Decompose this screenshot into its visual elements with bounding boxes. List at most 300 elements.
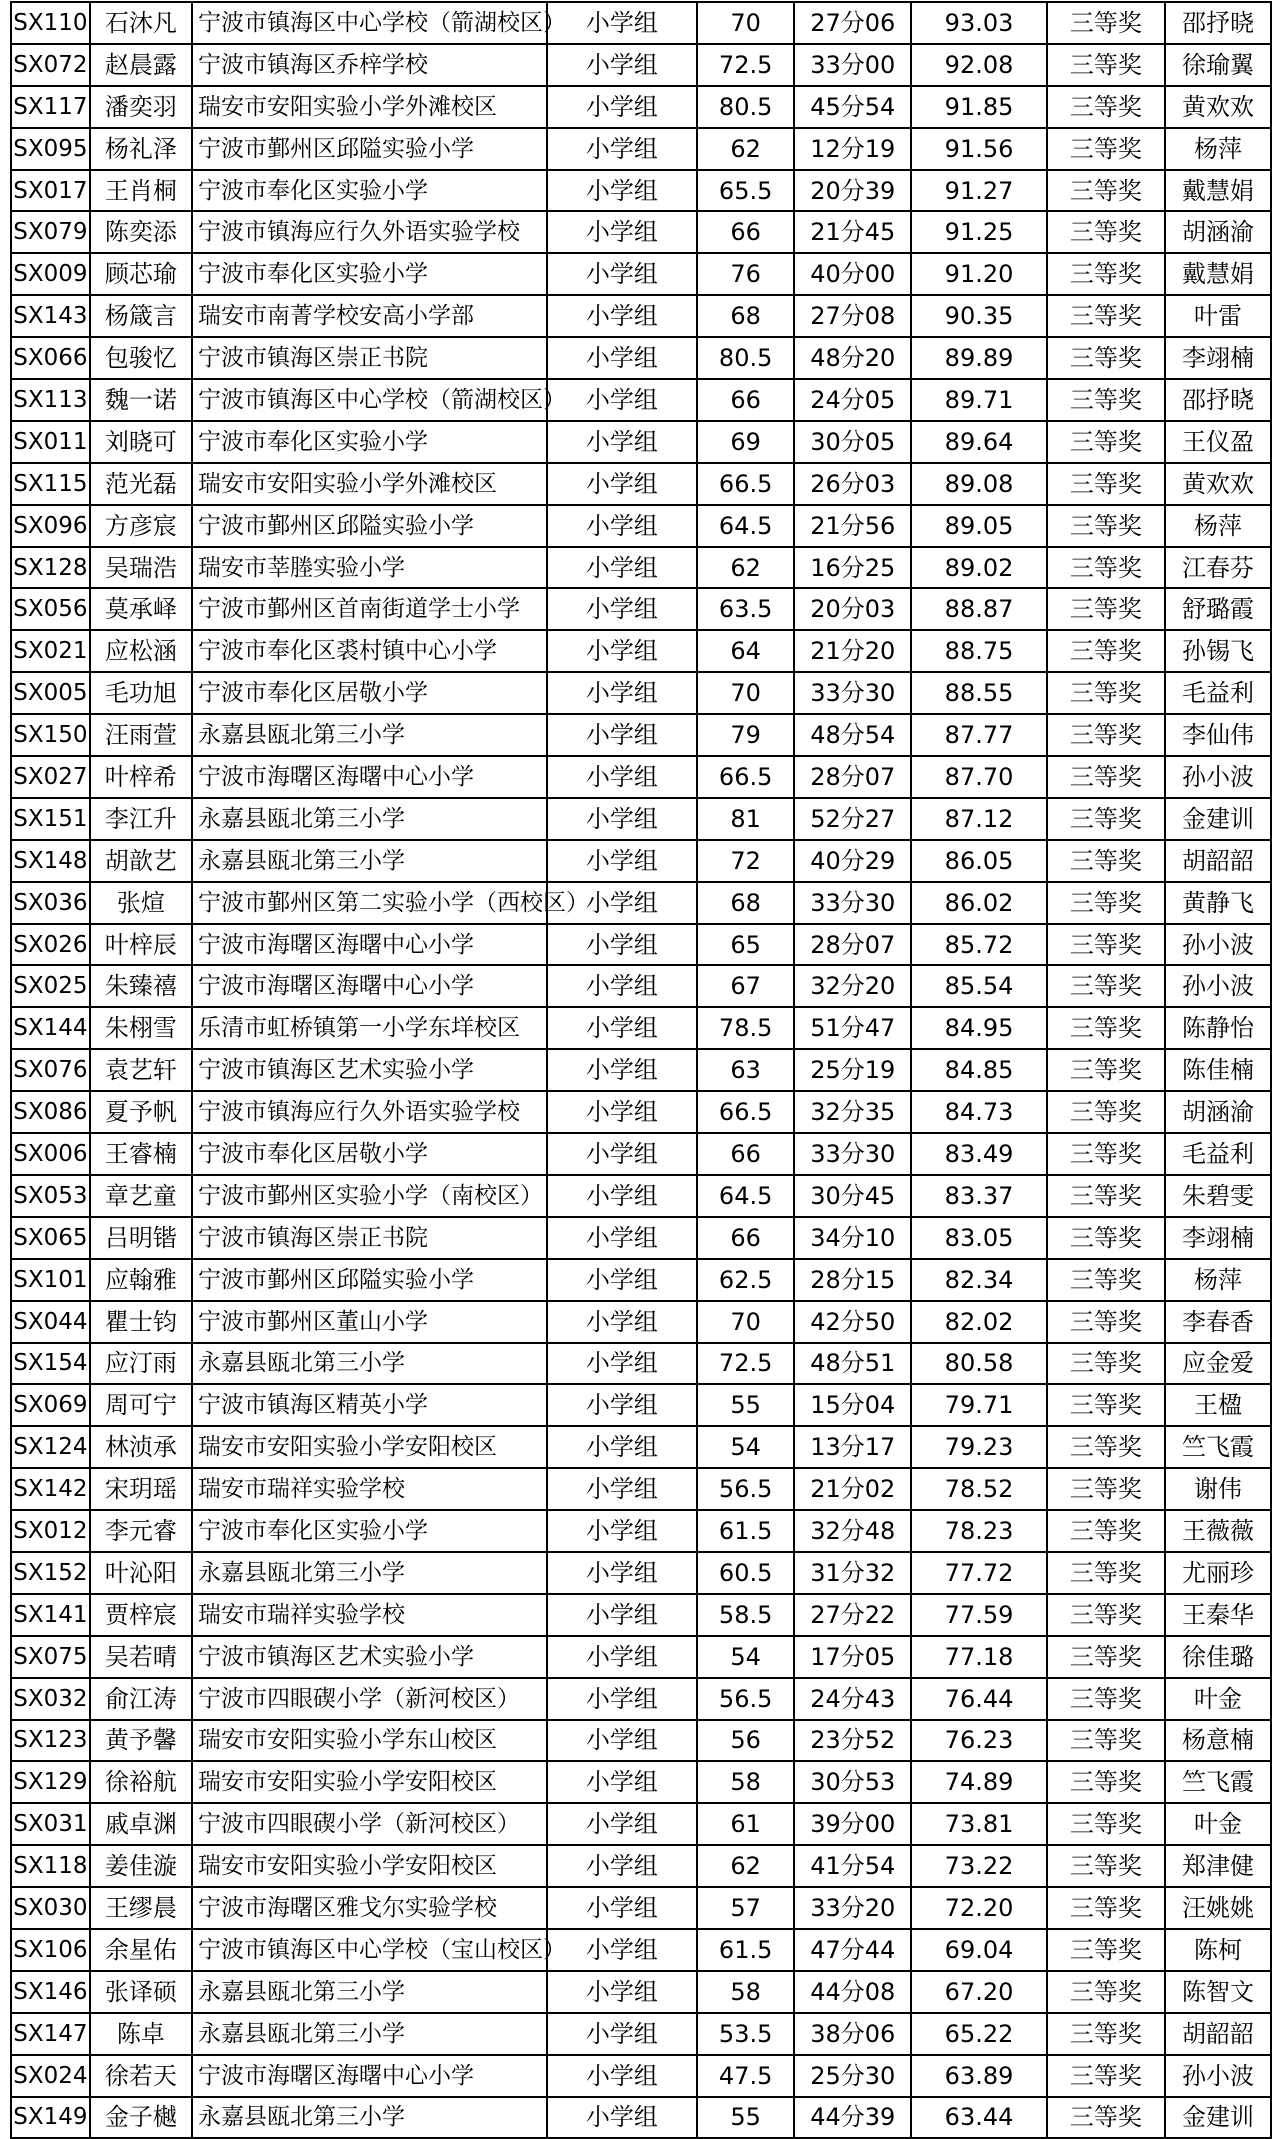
final-score-cell: 69.04	[911, 1929, 1046, 1971]
score-cell: 72.5	[697, 44, 794, 86]
award-cell: 三等奖	[1047, 463, 1165, 505]
school-name-cell: 宁波市镇海区艺术实验小学	[192, 1049, 547, 1091]
table-row	[11, 1594, 1271, 1636]
score-cell: 60.5	[697, 1552, 794, 1594]
time-cell: 48分51	[794, 1343, 911, 1385]
group-cell: 小学组	[547, 1720, 697, 1762]
score-cell: 55	[697, 2097, 794, 2139]
award-cell: 三等奖	[1047, 1091, 1165, 1133]
award-cell: 三等奖	[1047, 2, 1165, 44]
score-cell: 62	[697, 547, 794, 589]
score-cell: 66.5	[697, 756, 794, 798]
entry-id-cell: SX011	[11, 421, 90, 463]
table-row	[11, 1971, 1271, 2013]
school-name-cell: 瑞安市安阳实验小学外滩校区	[192, 86, 547, 128]
group-cell: 小学组	[547, 1594, 697, 1636]
table-row	[11, 1510, 1271, 1552]
student-name-cell: 章艺童	[90, 1175, 192, 1217]
entry-id-cell: SX056	[11, 588, 90, 630]
table-row	[11, 1301, 1271, 1343]
final-score-cell: 91.20	[911, 253, 1046, 295]
student-name-cell: 毛功旭	[90, 672, 192, 714]
student-name-cell: 余星佑	[90, 1929, 192, 1971]
student-name-cell: 吴若晴	[90, 1636, 192, 1678]
time-cell: 33分20	[794, 1887, 911, 1929]
score-cell: 70	[697, 2, 794, 44]
school-name-cell: 宁波市镇海区中心学校（箭湖校区）	[192, 2, 547, 44]
table-row	[11, 170, 1271, 212]
teacher-name-cell: 胡涵渝	[1165, 211, 1271, 253]
award-cell: 三等奖	[1047, 253, 1165, 295]
student-name-cell: 周可宁	[90, 1384, 192, 1426]
final-score-cell: 87.12	[911, 798, 1046, 840]
entry-id-cell: SX017	[11, 170, 90, 212]
time-cell: 40分29	[794, 840, 911, 882]
table-row	[11, 1720, 1271, 1762]
final-score-cell: 89.08	[911, 463, 1046, 505]
group-cell: 小学组	[547, 211, 697, 253]
table-row	[11, 1175, 1271, 1217]
time-cell: 21分02	[794, 1468, 911, 1510]
teacher-name-cell: 毛益利	[1165, 1133, 1271, 1175]
school-name-cell: 宁波市镇海区艺术实验小学	[192, 1636, 547, 1678]
group-cell: 小学组	[547, 588, 697, 630]
award-cell: 三等奖	[1047, 924, 1165, 966]
award-cell: 三等奖	[1047, 1510, 1165, 1552]
table-row	[11, 1259, 1271, 1301]
final-score-cell: 67.20	[911, 1971, 1046, 2013]
group-cell: 小学组	[547, 1761, 697, 1803]
teacher-name-cell: 胡韶韶	[1165, 2013, 1271, 2055]
teacher-name-cell: 王秦华	[1165, 1594, 1271, 1636]
school-name-cell: 宁波市奉化区居敬小学	[192, 1133, 547, 1175]
final-score-cell: 86.05	[911, 840, 1046, 882]
teacher-name-cell: 金建训	[1165, 2097, 1271, 2139]
entry-id-cell: SX101	[11, 1259, 90, 1301]
time-cell: 33分30	[794, 882, 911, 924]
table-row	[11, 924, 1271, 966]
teacher-name-cell: 黄欢欢	[1165, 463, 1271, 505]
student-name-cell: 朱栩雪	[90, 1007, 192, 1049]
score-cell: 55	[697, 1384, 794, 1426]
student-name-cell: 杨箴言	[90, 295, 192, 337]
student-name-cell: 王肖桐	[90, 170, 192, 212]
group-cell: 小学组	[547, 1845, 697, 1887]
teacher-name-cell: 郑津健	[1165, 1845, 1271, 1887]
entry-id-cell: SX030	[11, 1887, 90, 1929]
score-cell: 61.5	[697, 1510, 794, 1552]
time-cell: 13分17	[794, 1426, 911, 1468]
table-row	[11, 128, 1271, 170]
award-cell: 三等奖	[1047, 1426, 1165, 1468]
final-score-cell: 79.23	[911, 1426, 1046, 1468]
student-name-cell: 姜佳漩	[90, 1845, 192, 1887]
student-name-cell: 叶沁阳	[90, 1552, 192, 1594]
teacher-name-cell: 胡韶韶	[1165, 840, 1271, 882]
teacher-name-cell: 孙小波	[1165, 965, 1271, 1007]
score-cell: 65.5	[697, 170, 794, 212]
entry-id-cell: SX124	[11, 1426, 90, 1468]
group-cell: 小学组	[547, 672, 697, 714]
table-row	[11, 1636, 1271, 1678]
score-cell: 61.5	[697, 1929, 794, 1971]
table-row	[11, 630, 1271, 672]
table-row	[11, 547, 1271, 589]
student-name-cell: 王缪晨	[90, 1887, 192, 1929]
teacher-name-cell: 尤丽珍	[1165, 1552, 1271, 1594]
award-cell: 三等奖	[1047, 965, 1165, 1007]
award-cell: 三等奖	[1047, 1343, 1165, 1385]
school-name-cell: 宁波市奉化区实验小学	[192, 1510, 547, 1552]
entry-id-cell: SX106	[11, 1929, 90, 1971]
final-score-cell: 89.71	[911, 379, 1046, 421]
group-cell: 小学组	[547, 128, 697, 170]
final-score-cell: 76.44	[911, 1678, 1046, 1720]
school-name-cell: 宁波市海曙区海曙中心小学	[192, 756, 547, 798]
award-cell: 三等奖	[1047, 1301, 1165, 1343]
group-cell: 小学组	[547, 1007, 697, 1049]
school-name-cell: 瑞安市南菁学校安高小学部	[192, 295, 547, 337]
school-name-cell: 宁波市四眼碶小学（新河校区）	[192, 1678, 547, 1720]
score-cell: 62	[697, 128, 794, 170]
final-score-cell: 79.71	[911, 1384, 1046, 1426]
teacher-name-cell: 竺飞霞	[1165, 1426, 1271, 1468]
entry-id-cell: SX066	[11, 337, 90, 379]
teacher-name-cell: 陈柯	[1165, 1929, 1271, 1971]
student-name-cell: 俞江涛	[90, 1678, 192, 1720]
teacher-name-cell: 朱碧雯	[1165, 1175, 1271, 1217]
time-cell: 33分30	[794, 1133, 911, 1175]
final-score-cell: 89.05	[911, 505, 1046, 547]
final-score-cell: 65.22	[911, 2013, 1046, 2055]
teacher-name-cell: 徐佳璐	[1165, 1636, 1271, 1678]
group-cell: 小学组	[547, 463, 697, 505]
school-name-cell: 宁波市四眼碶小学（新河校区）	[192, 1803, 547, 1845]
teacher-name-cell: 金建训	[1165, 798, 1271, 840]
school-name-cell: 瑞安市莘塍实验小学	[192, 547, 547, 589]
student-name-cell: 黄予馨	[90, 1720, 192, 1762]
final-score-cell: 77.72	[911, 1552, 1046, 1594]
teacher-name-cell: 邵抒晓	[1165, 2, 1271, 44]
group-cell: 小学组	[547, 630, 697, 672]
score-cell: 61	[697, 1803, 794, 1845]
school-name-cell: 乐清市虹桥镇第一小学东垟校区	[192, 1007, 547, 1049]
teacher-name-cell: 黄静飞	[1165, 882, 1271, 924]
time-cell: 25分30	[794, 2055, 911, 2097]
school-name-cell: 瑞安市安阳实验小学安阳校区	[192, 1426, 547, 1468]
teacher-name-cell: 汪姚姚	[1165, 1887, 1271, 1929]
final-score-cell: 80.58	[911, 1343, 1046, 1385]
final-score-cell: 83.37	[911, 1175, 1046, 1217]
entry-id-cell: SX129	[11, 1761, 90, 1803]
time-cell: 21分45	[794, 211, 911, 253]
teacher-name-cell: 邵抒晓	[1165, 379, 1271, 421]
score-cell: 67	[697, 965, 794, 1007]
final-score-cell: 93.03	[911, 2, 1046, 44]
teacher-name-cell: 江春芬	[1165, 547, 1271, 589]
entry-id-cell: SX021	[11, 630, 90, 672]
school-name-cell: 宁波市鄞州区邱隘实验小学	[192, 505, 547, 547]
student-name-cell: 应翰雅	[90, 1259, 192, 1301]
teacher-name-cell: 李春香	[1165, 1301, 1271, 1343]
score-cell: 70	[697, 672, 794, 714]
award-cell: 三等奖	[1047, 379, 1165, 421]
school-name-cell: 宁波市鄞州区董山小学	[192, 1301, 547, 1343]
time-cell: 32分20	[794, 965, 911, 1007]
score-cell: 62	[697, 1845, 794, 1887]
final-score-cell: 73.81	[911, 1803, 1046, 1845]
entry-id-cell: SX128	[11, 547, 90, 589]
school-name-cell: 瑞安市瑞祥实验学校	[192, 1594, 547, 1636]
school-name-cell: 永嘉县瓯北第三小学	[192, 798, 547, 840]
table-row	[11, 1384, 1271, 1426]
teacher-name-cell: 应金爱	[1165, 1343, 1271, 1385]
time-cell: 34分10	[794, 1217, 911, 1259]
award-cell: 三等奖	[1047, 1175, 1165, 1217]
table-row	[11, 1678, 1271, 1720]
student-name-cell: 袁艺轩	[90, 1049, 192, 1091]
student-name-cell: 叶梓辰	[90, 924, 192, 966]
entry-id-cell: SX142	[11, 1468, 90, 1510]
award-cell: 三等奖	[1047, 1133, 1165, 1175]
school-name-cell: 宁波市镇海应行久外语实验学校	[192, 1091, 547, 1133]
table-row	[11, 1887, 1271, 1929]
student-name-cell: 李元睿	[90, 1510, 192, 1552]
teacher-name-cell: 舒璐霞	[1165, 588, 1271, 630]
score-cell: 79	[697, 714, 794, 756]
score-cell: 76	[697, 253, 794, 295]
group-cell: 小学组	[547, 756, 697, 798]
final-score-cell: 88.55	[911, 672, 1046, 714]
score-cell: 53.5	[697, 2013, 794, 2055]
time-cell: 47分44	[794, 1929, 911, 1971]
school-name-cell: 宁波市镇海应行久外语实验学校	[192, 211, 547, 253]
entry-id-cell: SX006	[11, 1133, 90, 1175]
student-name-cell: 包骏忆	[90, 337, 192, 379]
table-row	[11, 1343, 1271, 1385]
time-cell: 42分50	[794, 1301, 911, 1343]
student-name-cell: 顾芯瑜	[90, 253, 192, 295]
entry-id-cell: SX079	[11, 211, 90, 253]
table-row	[11, 1929, 1271, 1971]
time-cell: 28分07	[794, 756, 911, 798]
entry-id-cell: SX148	[11, 840, 90, 882]
final-score-cell: 89.89	[911, 337, 1046, 379]
student-name-cell: 杨礼泽	[90, 128, 192, 170]
entry-id-cell: SX031	[11, 1803, 90, 1845]
student-name-cell: 应汀雨	[90, 1343, 192, 1385]
student-name-cell: 吴瑞浩	[90, 547, 192, 589]
school-name-cell: 宁波市鄞州区邱隘实验小学	[192, 128, 547, 170]
entry-id-cell: SX123	[11, 1720, 90, 1762]
time-cell: 44分08	[794, 1971, 911, 2013]
entry-id-cell: SX025	[11, 965, 90, 1007]
table-row	[11, 588, 1271, 630]
group-cell: 小学组	[547, 86, 697, 128]
table-row	[11, 965, 1271, 1007]
score-cell: 69	[697, 421, 794, 463]
final-score-cell: 72.20	[911, 1887, 1046, 1929]
entry-id-cell: SX143	[11, 295, 90, 337]
score-cell: 78.5	[697, 1007, 794, 1049]
teacher-name-cell: 李翊楠	[1165, 337, 1271, 379]
score-cell: 80.5	[697, 86, 794, 128]
entry-id-cell: SX154	[11, 1343, 90, 1385]
score-cell: 58.5	[697, 1594, 794, 1636]
student-name-cell: 戚卓渊	[90, 1803, 192, 1845]
group-cell: 小学组	[547, 337, 697, 379]
award-cell: 三等奖	[1047, 1049, 1165, 1091]
award-cell: 三等奖	[1047, 337, 1165, 379]
group-cell: 小学组	[547, 1510, 697, 1552]
group-cell: 小学组	[547, 1217, 697, 1259]
award-cell: 三等奖	[1047, 505, 1165, 547]
score-cell: 63.5	[697, 588, 794, 630]
table-row	[11, 211, 1271, 253]
group-cell: 小学组	[547, 840, 697, 882]
school-name-cell: 永嘉县瓯北第三小学	[192, 1552, 547, 1594]
entry-id-cell: SX147	[11, 2013, 90, 2055]
group-cell: 小学组	[547, 1552, 697, 1594]
time-cell: 12分19	[794, 128, 911, 170]
school-name-cell: 宁波市海曙区海曙中心小学	[192, 2055, 547, 2097]
school-name-cell: 宁波市镇海区精英小学	[192, 1384, 547, 1426]
entry-id-cell: SX069	[11, 1384, 90, 1426]
student-name-cell: 方彦宸	[90, 505, 192, 547]
time-cell: 16分25	[794, 547, 911, 589]
final-score-cell: 92.08	[911, 44, 1046, 86]
table-row	[11, 1761, 1271, 1803]
group-cell: 小学组	[547, 547, 697, 589]
time-cell: 30分05	[794, 421, 911, 463]
teacher-name-cell: 王仪盈	[1165, 421, 1271, 463]
award-cell: 三等奖	[1047, 44, 1165, 86]
final-score-cell: 85.54	[911, 965, 1046, 1007]
score-cell: 81	[697, 798, 794, 840]
group-cell: 小学组	[547, 1049, 697, 1091]
entry-id-cell: SX117	[11, 86, 90, 128]
teacher-name-cell: 毛益利	[1165, 672, 1271, 714]
entry-id-cell: SX118	[11, 1845, 90, 1887]
teacher-name-cell: 谢伟	[1165, 1468, 1271, 1510]
score-cell: 58	[697, 1971, 794, 2013]
time-cell: 40分00	[794, 253, 911, 295]
table-row	[11, 86, 1271, 128]
final-score-cell: 86.02	[911, 882, 1046, 924]
time-cell: 41分54	[794, 1845, 911, 1887]
teacher-name-cell: 王薇薇	[1165, 1510, 1271, 1552]
final-score-cell: 73.22	[911, 1845, 1046, 1887]
final-score-cell: 87.77	[911, 714, 1046, 756]
award-cell: 三等奖	[1047, 882, 1165, 924]
school-name-cell: 宁波市镇海区崇正书院	[192, 1217, 547, 1259]
school-name-cell: 宁波市鄞州区第二实验小学（西校区）	[192, 882, 547, 924]
final-score-cell: 78.52	[911, 1468, 1046, 1510]
table-row	[11, 2055, 1271, 2097]
award-cell: 三等奖	[1047, 840, 1165, 882]
student-name-cell: 刘晓可	[90, 421, 192, 463]
teacher-name-cell: 孙锡飞	[1165, 630, 1271, 672]
score-cell: 58	[697, 1761, 794, 1803]
table-row	[11, 2013, 1271, 2055]
student-name-cell: 瞿士钧	[90, 1301, 192, 1343]
school-name-cell: 瑞安市安阳实验小学东山校区	[192, 1720, 547, 1762]
score-cell: 72	[697, 840, 794, 882]
entry-id-cell: SX086	[11, 1091, 90, 1133]
teacher-name-cell: 杨萍	[1165, 1259, 1271, 1301]
table-row	[11, 840, 1271, 882]
student-name-cell: 朱臻禧	[90, 965, 192, 1007]
student-name-cell: 魏一诺	[90, 379, 192, 421]
time-cell: 24分43	[794, 1678, 911, 1720]
teacher-name-cell: 叶金	[1165, 1803, 1271, 1845]
group-cell: 小学组	[547, 421, 697, 463]
student-name-cell: 叶梓希	[90, 756, 192, 798]
table-row	[11, 798, 1271, 840]
group-cell: 小学组	[547, 170, 697, 212]
score-cell: 65	[697, 924, 794, 966]
final-score-cell: 84.95	[911, 1007, 1046, 1049]
entry-id-cell: SX005	[11, 672, 90, 714]
award-cell: 三等奖	[1047, 672, 1165, 714]
student-name-cell: 陈奕添	[90, 211, 192, 253]
score-cell: 70	[697, 1301, 794, 1343]
table-body	[11, 2, 1271, 2138]
group-cell: 小学组	[547, 295, 697, 337]
student-name-cell: 林浈承	[90, 1426, 192, 1468]
teacher-name-cell: 杨萍	[1165, 505, 1271, 547]
final-score-cell: 63.89	[911, 2055, 1046, 2097]
time-cell: 48分54	[794, 714, 911, 756]
table-row	[11, 421, 1271, 463]
entry-id-cell: SX024	[11, 2055, 90, 2097]
final-score-cell: 77.59	[911, 1594, 1046, 1636]
school-name-cell: 永嘉县瓯北第三小学	[192, 840, 547, 882]
school-name-cell: 宁波市鄞州区首南街道学士小学	[192, 588, 547, 630]
table-row	[11, 463, 1271, 505]
school-name-cell: 宁波市奉化区实验小学	[192, 253, 547, 295]
table-row	[11, 1845, 1271, 1887]
student-name-cell: 徐裕航	[90, 1761, 192, 1803]
entry-id-cell: SX072	[11, 44, 90, 86]
award-cell: 三等奖	[1047, 756, 1165, 798]
teacher-name-cell: 叶雷	[1165, 295, 1271, 337]
school-name-cell: 宁波市奉化区居敬小学	[192, 672, 547, 714]
time-cell: 24分05	[794, 379, 911, 421]
table-row	[11, 882, 1271, 924]
award-cell: 三等奖	[1047, 798, 1165, 840]
teacher-name-cell: 李仙伟	[1165, 714, 1271, 756]
time-cell: 20分39	[794, 170, 911, 212]
award-cell: 三等奖	[1047, 1761, 1165, 1803]
group-cell: 小学组	[547, 1426, 697, 1468]
award-cell: 三等奖	[1047, 1552, 1165, 1594]
award-cell: 三等奖	[1047, 170, 1165, 212]
award-cell: 三等奖	[1047, 1007, 1165, 1049]
award-cell: 三等奖	[1047, 1636, 1165, 1678]
table-row	[11, 1133, 1271, 1175]
table-row	[11, 2, 1271, 44]
award-cell: 三等奖	[1047, 1929, 1165, 1971]
group-cell: 小学组	[547, 1468, 697, 1510]
entry-id-cell: SX075	[11, 1636, 90, 1678]
school-name-cell: 永嘉县瓯北第三小学	[192, 2097, 547, 2139]
final-score-cell: 91.56	[911, 128, 1046, 170]
entry-id-cell: SX044	[11, 1301, 90, 1343]
table-row	[11, 1007, 1271, 1049]
score-cell: 47.5	[697, 2055, 794, 2097]
entry-id-cell: SX012	[11, 1510, 90, 1552]
